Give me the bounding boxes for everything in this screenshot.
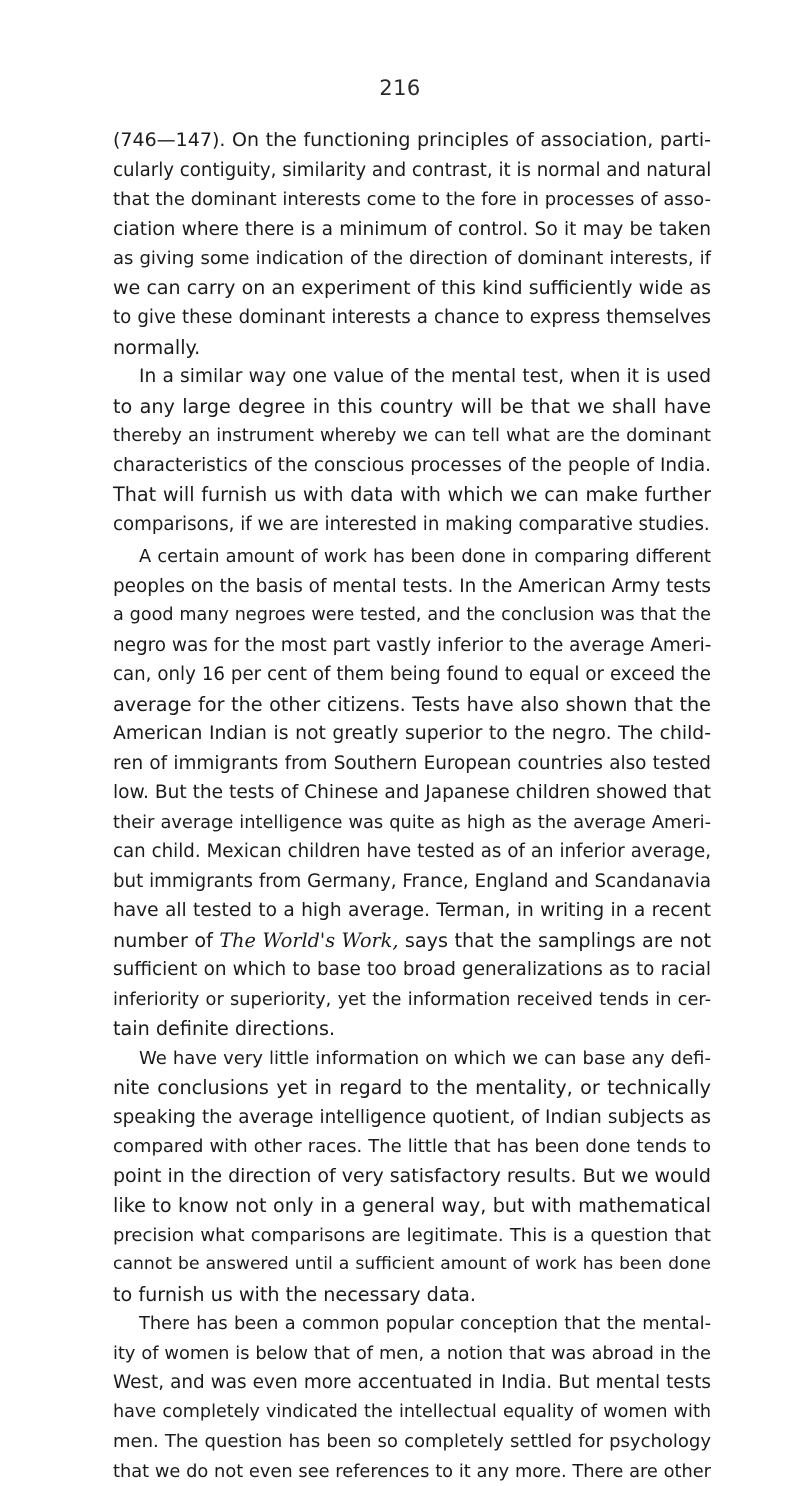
text-line: cularly contiguity, similarity and contrast, it is normal and natural: [113, 156, 711, 186]
text-line: point in the direction of very satisfactory results. But we would: [113, 1162, 711, 1192]
text-line: sufficient on which to base too broad generalizations as to racial: [113, 955, 711, 985]
text-line: peoples on the basis of mental tests. In the American Army tests: [113, 572, 711, 602]
text-line: to any large degree in this country will be that we shall have: [113, 392, 711, 422]
text-line: ity of women is below that of men, a notion that was abroad in the: [113, 1339, 711, 1369]
text-line: their average intelligence was quite as high as the average Ameri-: [113, 808, 711, 838]
text-line: as giving some indication of the direction of dominant interests, if: [113, 244, 711, 274]
text-line: ciation where there is a minimum of control. So it may be taken: [113, 215, 711, 245]
text-line: negro was for the most part vastly inferior to the average Ameri-: [113, 631, 711, 661]
text-line: (746—147). On the functioning principles of association, parti-: [113, 126, 711, 156]
text-line: low. But the tests of Chinese and Japanese children showed that: [113, 778, 711, 808]
text-line: to give these dominant interests a chance to express themselves: [113, 303, 711, 333]
text-line: That will furnish us with data with which we can make further: [113, 480, 711, 510]
page-number: 216: [0, 76, 800, 100]
text-line: have all tested to a high average. Terman, in writing in a recent: [113, 896, 711, 926]
text-line: average for the other citizens. Tests have also shown that the: [113, 690, 711, 720]
text-line: can child. Mexican children have tested as of an inferior average,: [113, 837, 711, 867]
text-line: can, only 16 per cent of them being found to equal or exceed the: [113, 660, 711, 690]
text-line: to furnish us with the necessary data.: [113, 1280, 711, 1310]
text-line: West, and was even more accentuated in India. But mental tests: [113, 1368, 711, 1398]
text-line: ren of immigrants from Southern European countries also tested: [113, 749, 711, 779]
text-line: but immigrants from Germany, France, England and Scandanavia: [113, 867, 711, 897]
text-line: that the dominant interests come to the fore in processes of asso-: [113, 185, 711, 215]
text-line: speaking the average intelligence quotient, of Indian subjects as: [113, 1103, 711, 1133]
text-line: nite conclusions yet in regard to the mentality, or technically: [113, 1073, 711, 1103]
publication-title: The World's Work,: [219, 929, 398, 952]
text-line: characteristics of the conscious processes of the people of India.: [113, 451, 711, 481]
text-line: [113, 926, 711, 956]
text-run: says that the samplings are not: [405, 929, 711, 952]
text-line: There has been a common popular conception that the mental-: [113, 1309, 711, 1339]
text-line: a good many negroes were tested, and the conclusion was that the: [113, 601, 711, 631]
text-line: comparisons, if we are interested in making comparative studies.: [113, 510, 711, 540]
text-line: that we do not even see references to it any more. There are other: [113, 1457, 711, 1486]
text-line: A certain amount of work has been done in comparing different: [113, 542, 711, 572]
text-line: inferiority or superiority, yet the information received tends in cer-: [113, 985, 711, 1015]
text-line: men. The question has been so completely settled for psychology: [113, 1427, 711, 1457]
text-line: In a similar way one value of the mental test, when it is used: [113, 362, 711, 392]
text-line: We have very little information on which we can base any defi-: [113, 1044, 711, 1074]
body-text: [113, 126, 711, 1486]
text-line: cannot be answered until a sufficient amount of work has been done: [113, 1250, 711, 1280]
text-line: American Indian is not greatly superior to the negro. The child-: [113, 719, 711, 749]
text-line: like to know not only in a general way, but with mathematical: [113, 1191, 711, 1221]
text-line: thereby an instrument whereby we can tell what are the dominant: [113, 421, 711, 451]
text-line: we can carry on an experiment of this kind sufficiently wide as: [113, 274, 711, 304]
text-line: compared with other races. The little that has been done tends to: [113, 1132, 711, 1162]
text-line: normally.: [113, 333, 711, 363]
text-line: have completely vindicated the intellectual equality of women with: [113, 1398, 711, 1428]
text-line: tain definite directions.: [113, 1014, 711, 1044]
text-line: precision what comparisons are legitimate. This is a question that: [113, 1221, 711, 1251]
text-run: number of: [113, 929, 213, 952]
